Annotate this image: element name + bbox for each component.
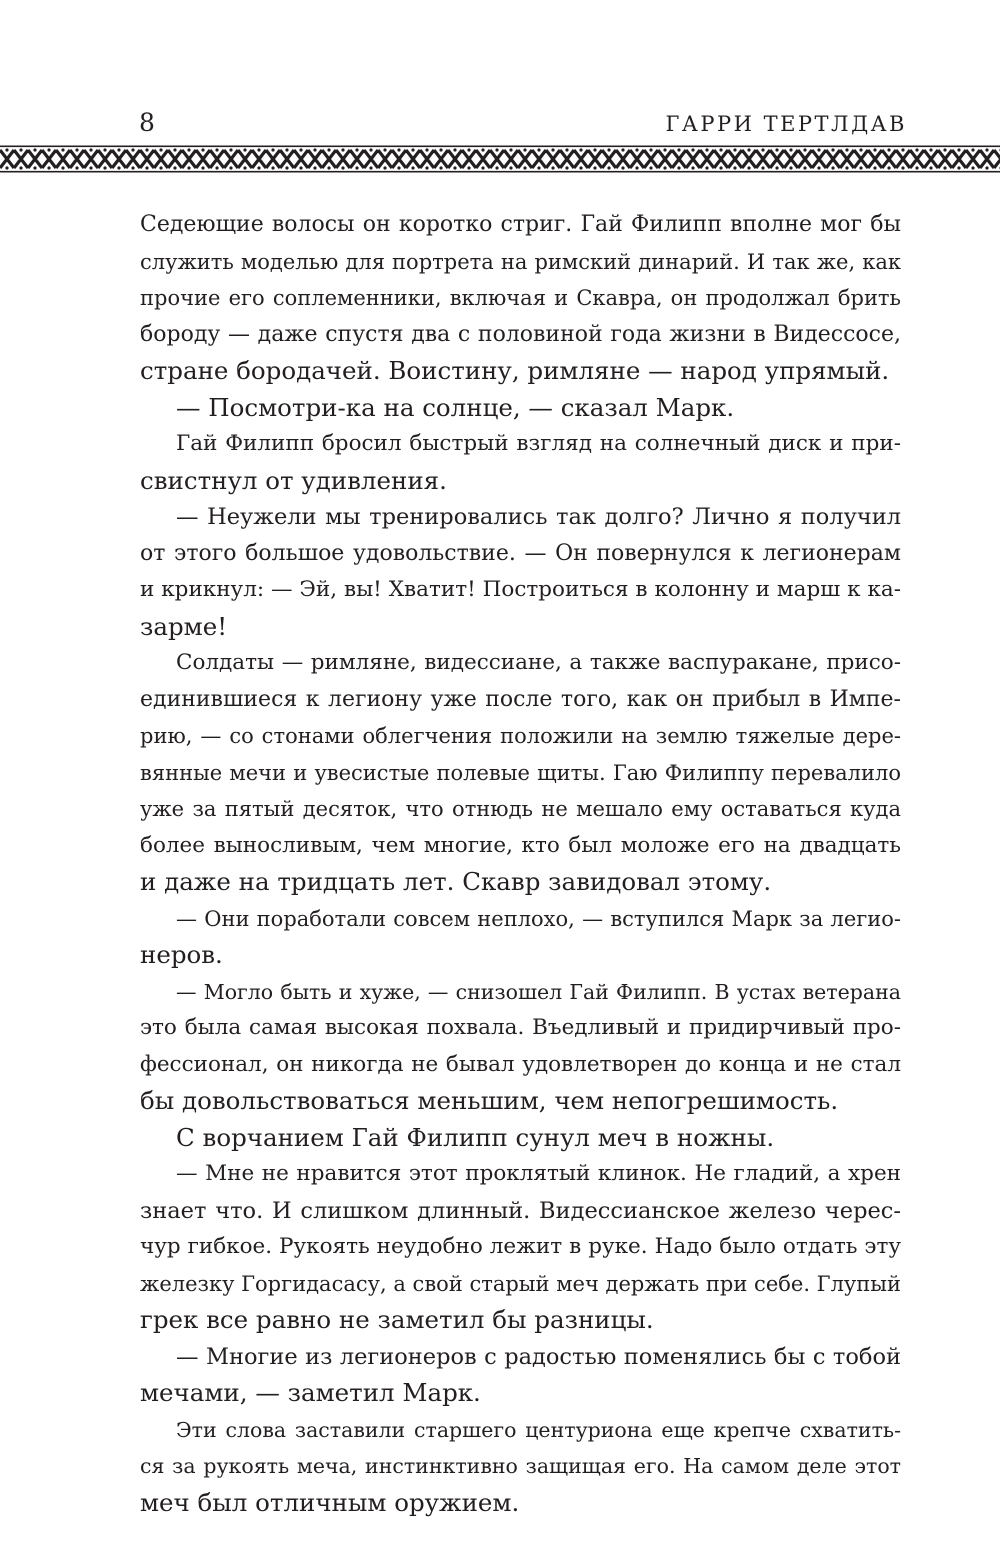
body-text (140, 207, 901, 1521)
text-line: рию, — со стонами облегчения положили на землю тяжелые дере- (140, 724, 901, 748)
text-line: от этого большое удовольствие. — Он повернулся к легионерам (140, 540, 901, 566)
text-line: — Могло быть и хуже, — снизошел Гай Филипп. В устах ветерана (176, 979, 901, 1004)
text-line: и даже на тридцать лет. Скавр завидовал этому. (140, 867, 772, 896)
text-line: стране бородачей. Воистину, римляне — народ упрямый. (140, 356, 890, 385)
text-line: и крикнул: — Эй, вы! Хватит! Построиться в колонну и марш к ка- (140, 577, 901, 602)
text-line: — Они поработали совсем неплохо, — вступился Марк за легио- (176, 906, 901, 931)
text-line: — Многие из легионеров с радостью поменялись бы с тобой (176, 1343, 901, 1370)
page-number: 8 (139, 108, 155, 137)
text-line: ся за рукоять меча, инстинктивно защищая его. На самом деле этот (140, 1454, 901, 1478)
text-line: бороду — даже спустя два с половиной года жизни в Видессосе, (140, 321, 901, 347)
text-line: бы довольствоваться меньшим, чем непогрешимость. (140, 1086, 839, 1115)
text-line: служить моделью для портрета на римский динарий. И так же, как (140, 249, 901, 274)
text-line: прочие его соплеменники, включая и Скавра, он продолжал брить (140, 286, 901, 310)
text-line: свистнул от удивления. (140, 465, 447, 495)
text-line: знает что. И слишком длинный. Видессианское железо черес- (140, 1197, 901, 1224)
text-line: вянные мечи и увесистые полевые щиты. Гаю Филиппу перевалило (140, 760, 901, 785)
braided-rope-border-icon (0, 145, 1000, 173)
text-line: Солдаты — римляне, видессиане, а также васпуракане, присо- (176, 650, 901, 675)
text-line: Гай Филипп бросил быстрый взгляд на солнечный диск и при- (176, 431, 901, 456)
text-line: фессионал, он никогда не бывал удовлетворен до конца и не стал (140, 1051, 901, 1077)
text-line: единившиеся к легиону уже после того, как он прибыл в Импе- (140, 686, 901, 712)
text-line: Седеющие волосы он коротко стриг. Гай Филипп вполне мог бы (140, 212, 901, 237)
text-line: чур гибкое. Рукоять неудобно лежит в руке. Надо было отдать эту (140, 1234, 901, 1259)
text-line: — Мне не нравится этот проклятый клинок. Не гладий, а хрен (176, 1161, 901, 1186)
text-line: С ворчанием Гай Филипп сунул меч в ножны. (176, 1122, 775, 1152)
text-line: неров. (140, 940, 223, 969)
text-line: Эти слова заставили старшего центуриона еще крепче схватить- (176, 1417, 901, 1442)
text-line: более выносливым, чем многие, кто был моложе его на двадцать (140, 832, 901, 858)
text-line: — Неужели мы тренировались так долго? Лично я получил (176, 504, 901, 530)
text-line: уже за пятый десяток, что отнюдь не мешало ему оставаться куда (140, 797, 901, 821)
text-line: зарме! (140, 611, 228, 641)
text-line: железку Горгидасасу, а свой старый меч держать при себе. Глупый (140, 1271, 901, 1296)
text-line: мечами, — заметил Марк. (140, 1378, 481, 1407)
text-line: это была самая высокая похвала. Въедливый и придирчивый про- (140, 1015, 901, 1040)
text-line: меч был отличным оружием. (140, 1487, 520, 1517)
text-line: — Посмотри-ка на солнце, — сказал Марк. (176, 392, 735, 422)
text-line: грек все равно не заметил бы разницы. (140, 1305, 654, 1334)
running-head-author: ГАРРИ ТЕРТЛДАВ (665, 112, 907, 136)
